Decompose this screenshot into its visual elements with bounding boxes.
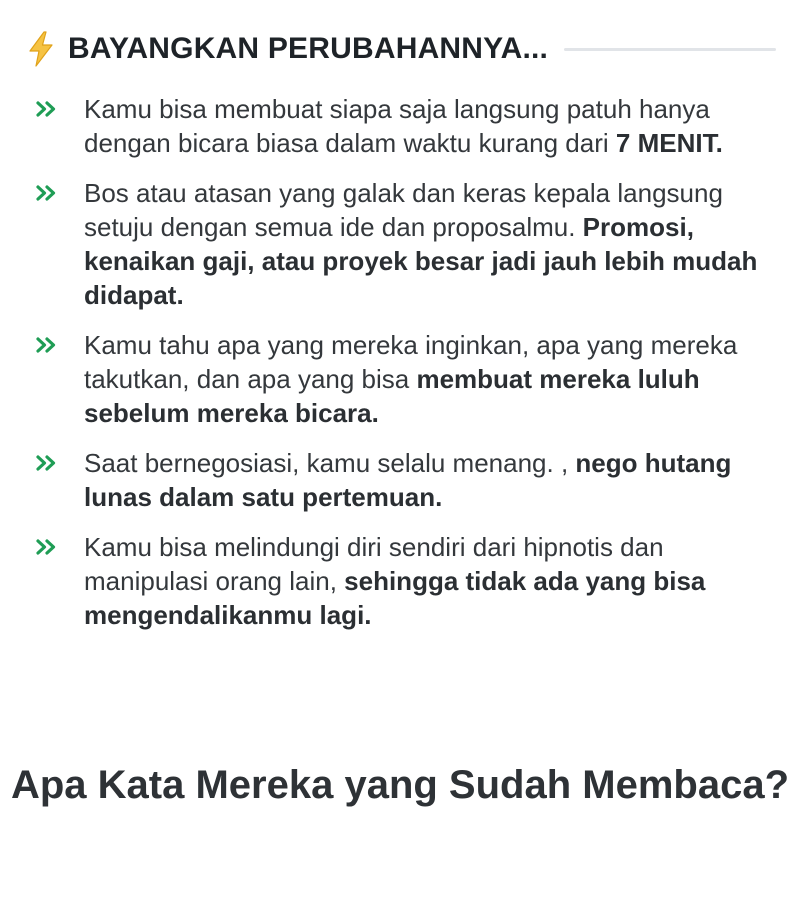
list-item <box>36 446 776 514</box>
benefit-list <box>36 92 776 648</box>
list-item-text: Kamu bisa melindungi diri sendiri dari hipnotis dan manipulasi orang lain, <box>84 532 664 596</box>
double-chevron-right-icon <box>36 336 58 354</box>
list-item-text: Kamu tahu apa yang mereka inginkan, apa yang mereka takutkan, dan apa yang bisa <box>84 330 738 394</box>
double-chevron-right-icon <box>36 100 58 118</box>
double-chevron-right-icon <box>36 184 58 202</box>
list-item-emphasis: nego hutang lunas dalam satu pertemuan. <box>84 448 732 512</box>
testimonial-title: Apa Kata Mereka yang Sudah Membaca? <box>10 763 790 807</box>
list-item <box>36 176 776 312</box>
list-item-text: Saat bernegosiasi, kamu selalu menang. , <box>84 448 576 478</box>
list-item-text: Kamu bisa membuat siapa saja langsung patuh hanya dengan bicara biasa dalam waktu kurang dari <box>84 94 710 158</box>
list-item-emphasis: 7 MENIT. <box>615 128 723 158</box>
section-heading <box>26 27 776 71</box>
list-item <box>36 328 776 430</box>
list-item-emphasis: membuat mereka luluh sebelum mereka bicara. <box>84 364 700 428</box>
list-item-text: Bos atau atasan yang galak dan keras kepala langsung setuju dengan semua ide dan proposalmu. <box>84 178 723 242</box>
list-item <box>36 92 776 160</box>
list-item-emphasis: sehingga tidak ada yang bisa mengendalikanmu lagi. <box>84 566 706 630</box>
double-chevron-right-icon <box>36 538 58 556</box>
lightning-bolt-icon <box>26 31 56 67</box>
list-item <box>36 530 776 632</box>
section-heading-text: BAYANGKAN PERUBAHANNYA... <box>68 32 549 65</box>
list-item-emphasis: Promosi, kenaikan gaji, atau proyek besar jadi jauh lebih mudah didapat. <box>84 212 758 310</box>
double-chevron-right-icon <box>36 454 58 472</box>
heading-divider <box>564 48 776 51</box>
